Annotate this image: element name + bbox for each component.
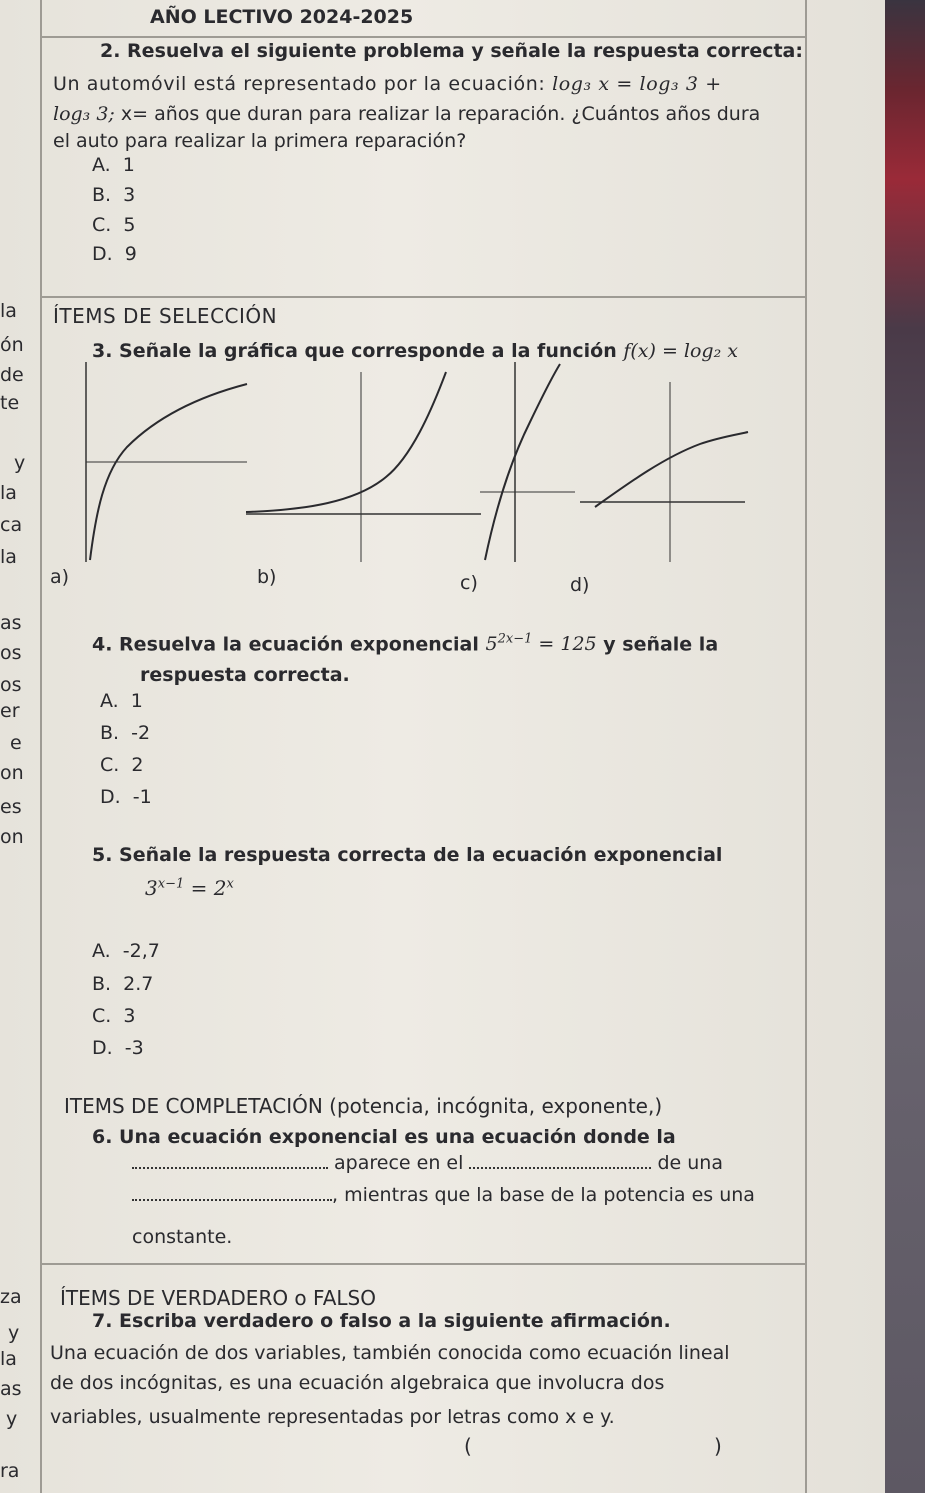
- left-fragment: la: [0, 300, 17, 322]
- q7-line2: de dos incógnitas, es una ecuación algebraica que involucra dos: [50, 1372, 665, 1394]
- left-fragment: y: [8, 1322, 20, 1344]
- left-fragment: on: [0, 762, 24, 784]
- q2-line2: log₃ 3; x= años que duran para realizar la reparación. ¿Cuántos años dura: [53, 103, 761, 125]
- graph-d[interactable]: [580, 362, 750, 562]
- graph-a[interactable]: [82, 362, 252, 562]
- left-fragment: de: [0, 364, 24, 386]
- background-edge: [885, 0, 925, 1493]
- graph-c[interactable]: [480, 362, 580, 562]
- q5-option-c[interactable]: C. 3: [92, 1005, 136, 1027]
- q2-line1: Un automóvil está representado por la ecuación: log₃ x = log₃ 3 +: [53, 73, 722, 95]
- left-fragment: as: [0, 1378, 22, 1400]
- school-year: AÑO LECTIVO 2024-2025: [150, 6, 414, 28]
- q5-option-d[interactable]: D. -3: [92, 1037, 144, 1059]
- q5-option-b[interactable]: B. 2.7: [92, 973, 154, 995]
- q6-line4: constante.: [132, 1226, 233, 1248]
- q4-option-b[interactable]: B. -2: [100, 722, 151, 744]
- q3-question: 3. Señale la gráfica que corresponde a la función f(x) = log₂ x: [92, 340, 738, 362]
- left-fragment: y: [6, 1408, 18, 1430]
- q7-title: 7. Escriba verdadero o falso a la siguiente afirmación.: [92, 1310, 671, 1332]
- q2-title: 2. Resuelva el siguiente problema y señale la respuesta correcta:: [100, 40, 803, 62]
- right-margin-line: [805, 0, 807, 1493]
- q6-blank-2[interactable]: [469, 1167, 651, 1169]
- q4-option-a[interactable]: A. 1: [100, 690, 143, 712]
- q7-line3: variables, usualmente representadas por letras como x e y.: [50, 1406, 615, 1428]
- left-fragment: la: [0, 546, 17, 568]
- q4-question-line2: respuesta correcta.: [140, 664, 350, 686]
- q7-answer-paren-close[interactable]: ): [714, 1434, 722, 1458]
- left-fragment: za: [0, 1286, 22, 1308]
- left-fragment: os: [0, 674, 22, 696]
- q4-option-c[interactable]: C. 2: [100, 754, 144, 776]
- q6-line2: aparece en el de una: [132, 1152, 723, 1174]
- q4-option-d[interactable]: D. -1: [100, 786, 152, 808]
- q2-option-b[interactable]: B. 3: [92, 184, 136, 206]
- header-divider: [40, 36, 805, 38]
- graph-b-curve: [246, 372, 446, 512]
- graph-c-label[interactable]: c): [460, 572, 478, 594]
- q2-option-d[interactable]: D. 9: [92, 243, 137, 265]
- left-fragment: ra: [0, 1460, 20, 1482]
- q5-equation: $3^{x-1} = 2^x$: [145, 876, 234, 900]
- graph-a-label[interactable]: a): [50, 566, 70, 588]
- q5-question: 5. Señale la respuesta correcta de la ecuación exponencial: [92, 844, 723, 866]
- graph-d-curve: [595, 432, 748, 507]
- left-fragment: y: [14, 452, 26, 474]
- q2-option-c[interactable]: C. 5: [92, 214, 136, 236]
- q6-blank-3[interactable]: [132, 1199, 332, 1201]
- q2-line3: el auto para realizar la primera reparación?: [53, 130, 467, 152]
- q6-line1: 6. Una ecuación exponencial es una ecuación donde la: [92, 1126, 676, 1148]
- graph-d-label[interactable]: d): [570, 574, 590, 596]
- left-margin-line: [40, 0, 42, 1493]
- section-seleccion-title: ÍTEMS DE SELECCIÓN: [53, 304, 278, 328]
- left-fragment: te: [0, 392, 20, 414]
- q6-line3: , mientras que la base de la potencia es una: [132, 1184, 755, 1206]
- left-fragment: on: [0, 826, 24, 848]
- left-fragment: la: [0, 1348, 17, 1370]
- section-completacion-title: ITEMS DE COMPLETACIÓN (potencia, incógnita, exponente,): [64, 1094, 663, 1118]
- graph-b-label[interactable]: b): [257, 566, 277, 588]
- q4-question: 4. Resuelva la ecuación exponencial $5^{2x-1} = 125$ y señale la: [92, 632, 719, 656]
- q2-divider: [40, 296, 805, 298]
- left-fragment: as: [0, 612, 22, 634]
- q6-blank-1[interactable]: [132, 1167, 328, 1169]
- left-fragment: la: [0, 482, 17, 504]
- graph-b[interactable]: [246, 362, 481, 562]
- q6-divider: [40, 1263, 805, 1265]
- q2-option-a[interactable]: A. 1: [92, 154, 135, 176]
- q7-line1: Una ecuación de dos variables, también conocida como ecuación lineal: [50, 1342, 730, 1364]
- left-fragment: ca: [0, 514, 23, 536]
- q5-option-a[interactable]: A. -2,7: [92, 940, 160, 962]
- left-fragment: os: [0, 642, 22, 664]
- left-fragment: er: [0, 700, 20, 722]
- graph-a-curve: [90, 384, 247, 560]
- section-vf-title: ÍTEMS DE VERDADERO o FALSO: [60, 1286, 376, 1310]
- left-fragment: es: [0, 796, 22, 818]
- left-fragment: ón: [0, 334, 24, 356]
- left-fragment: e: [10, 732, 22, 754]
- q7-answer-paren-open[interactable]: (: [464, 1434, 472, 1458]
- graph-c-curve: [485, 364, 560, 560]
